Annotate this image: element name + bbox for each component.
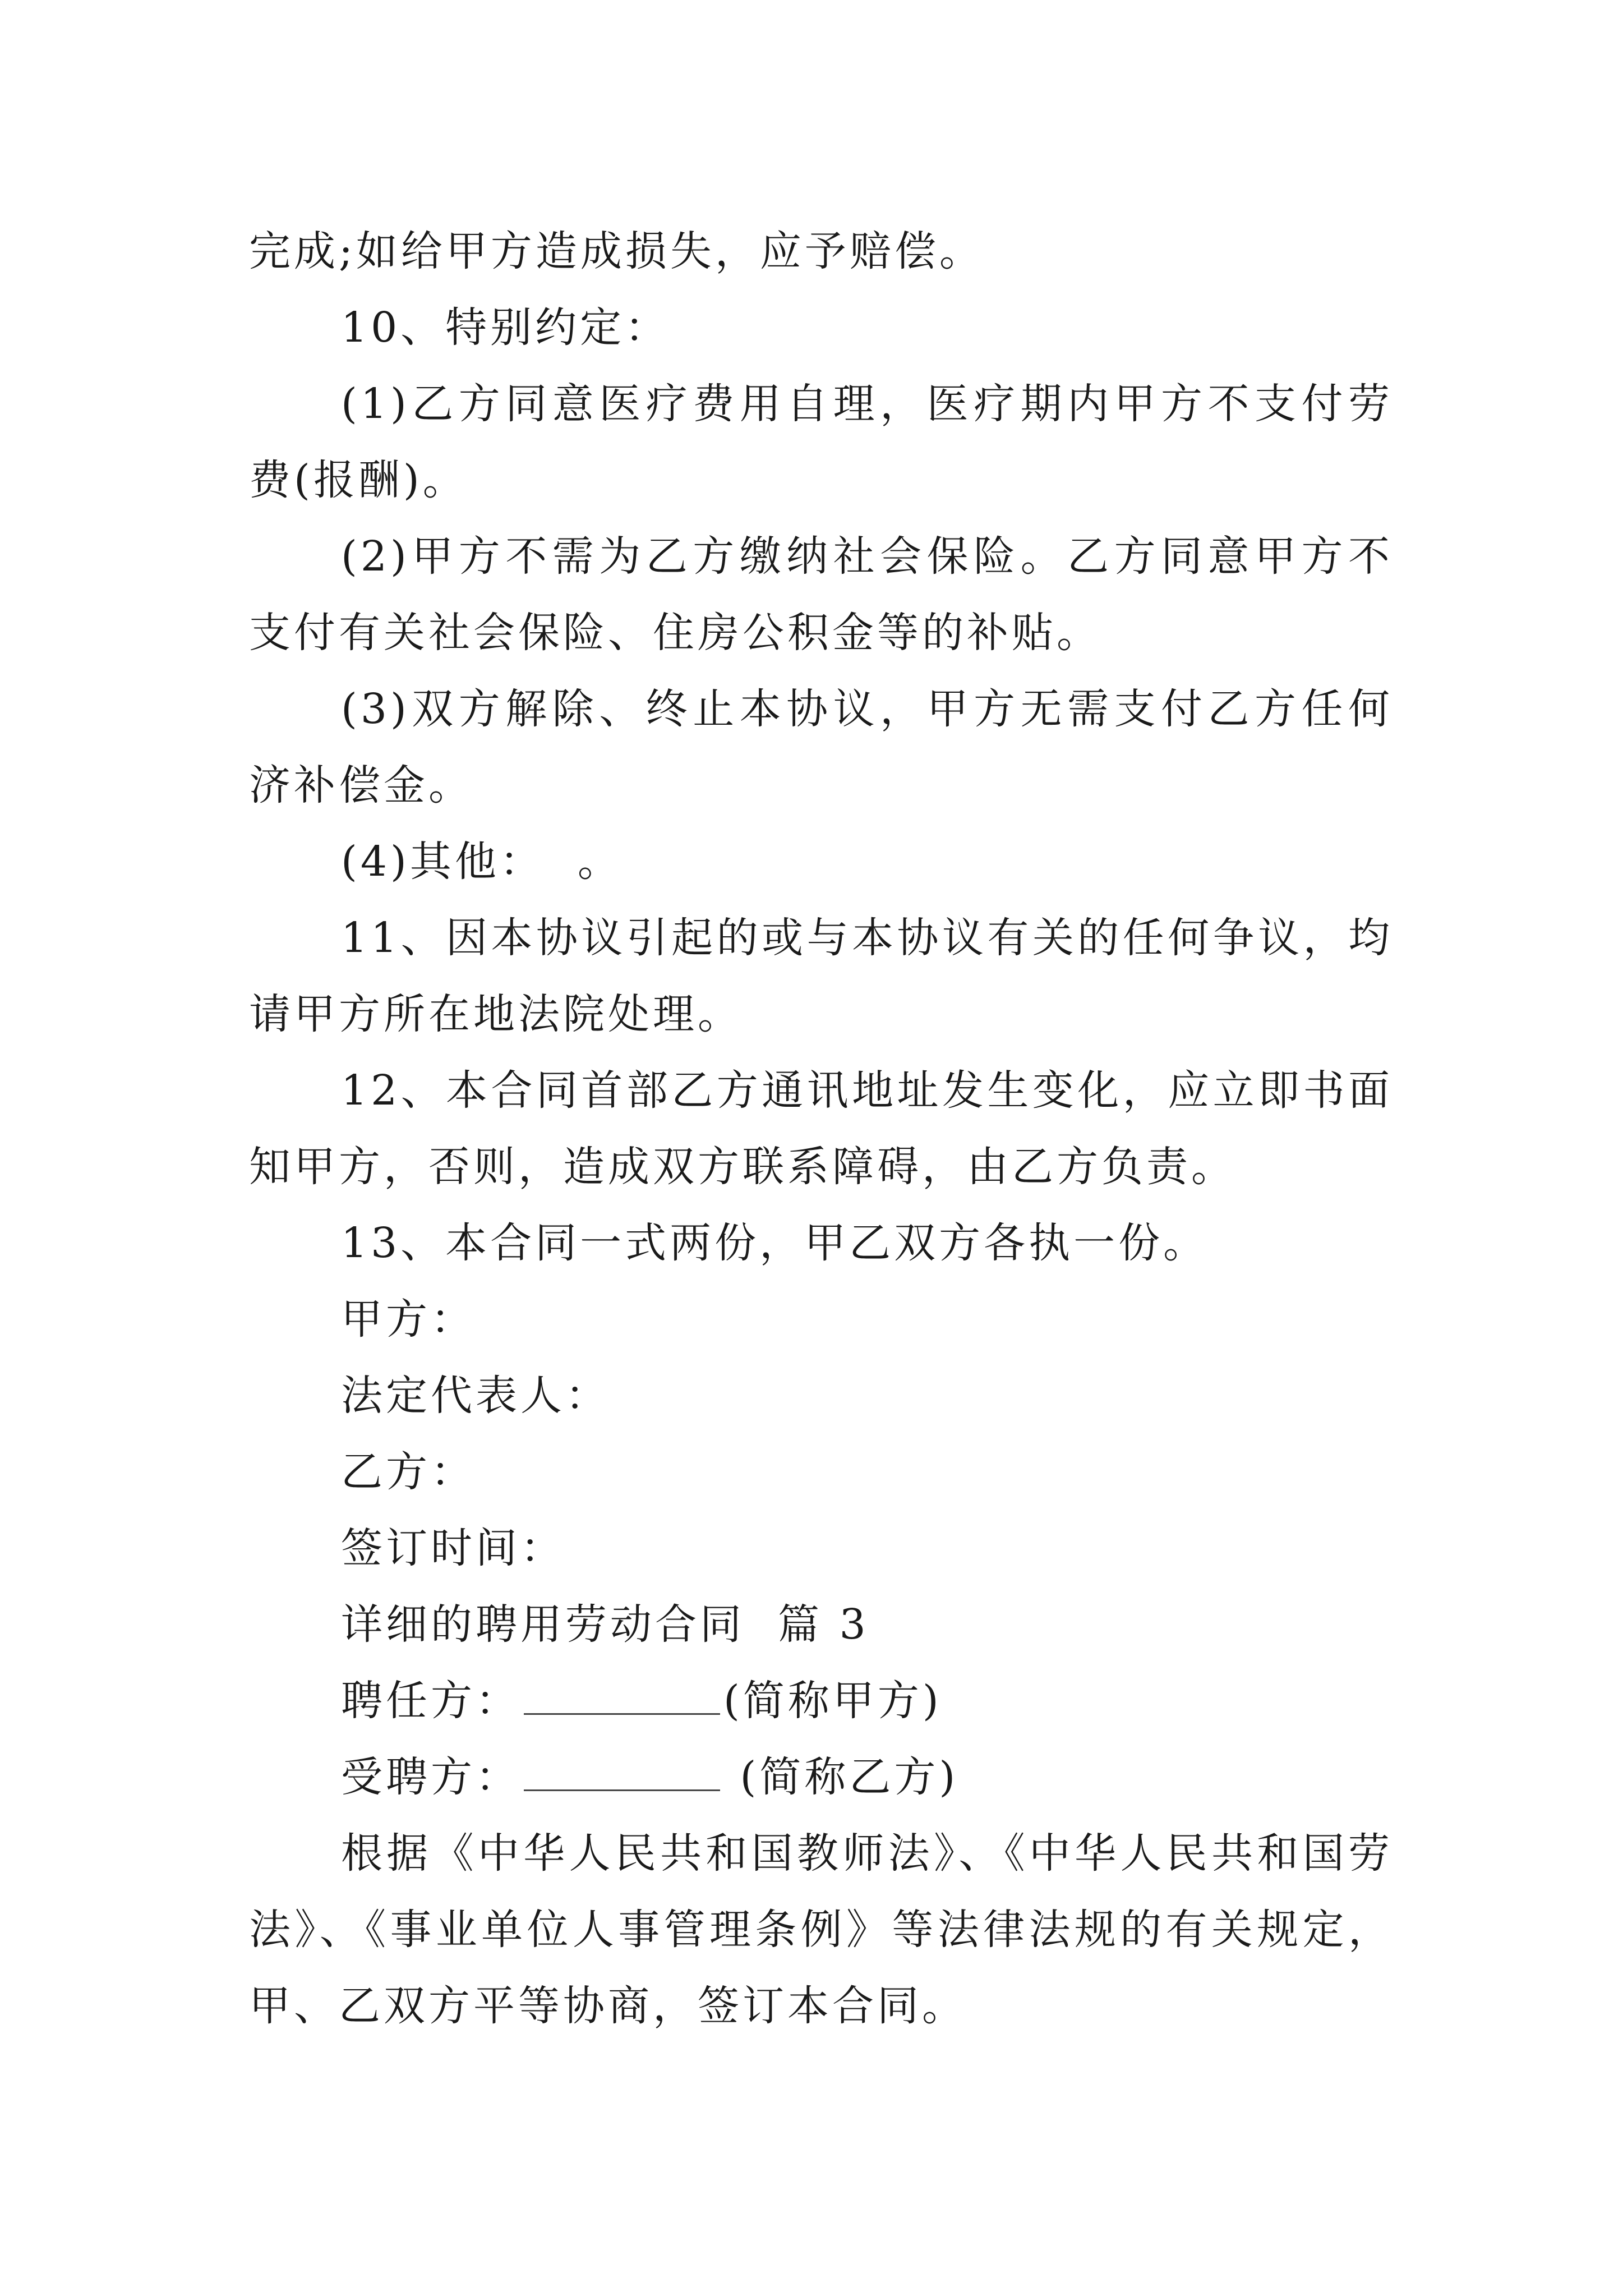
text-line: 根据《中华人民共和国教师法》、《中华人民共和国劳: [341, 1829, 1393, 1878]
document-body: [249, 213, 1393, 2044]
party-a-signature-line: 甲方：: [341, 1295, 476, 1343]
text-line: (3)双方解除、终止本协议，甲方无需支付乙方任何: [341, 685, 1393, 733]
employee-blank-underline: [524, 1745, 720, 1791]
text-line: 完成;如给甲方造成损失，应予赔偿。: [249, 227, 984, 275]
text-line: 法》、《事业单位人事管理条例》等法律法规的有关规定，: [249, 1906, 1393, 1954]
employer-label: 聘任方：: [341, 1677, 520, 1725]
text-line: 12、本合同首部乙方通讯地址发生变化，应立即书面: [341, 1066, 1393, 1115]
text-line: 知甲方，否则，造成双方联系障碍，由乙方负责。: [249, 1143, 1236, 1191]
employer-line: [249, 1663, 1393, 1739]
text-line: 请甲方所在地法院处理。: [249, 990, 743, 1038]
party-b-signature-line: 乙方：: [341, 1448, 476, 1496]
employee-suffix: (简称乙方): [723, 1753, 959, 1801]
text-line: 甲、乙双方平等协商，签订本合同。: [249, 1982, 967, 2030]
clause-heading: 10、特别约定：: [341, 303, 670, 352]
legal-representative-line: 法定代表人：: [341, 1372, 610, 1420]
text-line: 费(报酬)。: [249, 456, 468, 504]
section-title: 详细的聘用劳动合同 篇 3: [341, 1600, 869, 1649]
employer-blank-underline: [524, 1668, 720, 1715]
text-line: 11、因本协议引起的或与本协议有关的任何争议，均: [341, 914, 1393, 962]
signing-date-line: 签订时间：: [341, 1524, 565, 1572]
text-line: 13、本合同一式两份，甲乙双方各执一份。: [341, 1219, 1209, 1267]
text-line: (2)甲方不需为乙方缴纳社会保险。乙方同意甲方不: [341, 532, 1393, 581]
text-line: 济补偿金。: [249, 761, 473, 809]
employer-suffix: (简称甲方): [723, 1677, 942, 1725]
text-line: (4)其他： 。: [341, 838, 623, 886]
text-line: 支付有关社会保险、住房公积金等的补贴。: [249, 609, 1101, 657]
employee-label: 受聘方：: [341, 1753, 520, 1801]
text-line: (1)乙方同意医疗费用自理，医疗期内甲方不支付劳: [341, 380, 1393, 428]
employee-line: [249, 1739, 1393, 1815]
